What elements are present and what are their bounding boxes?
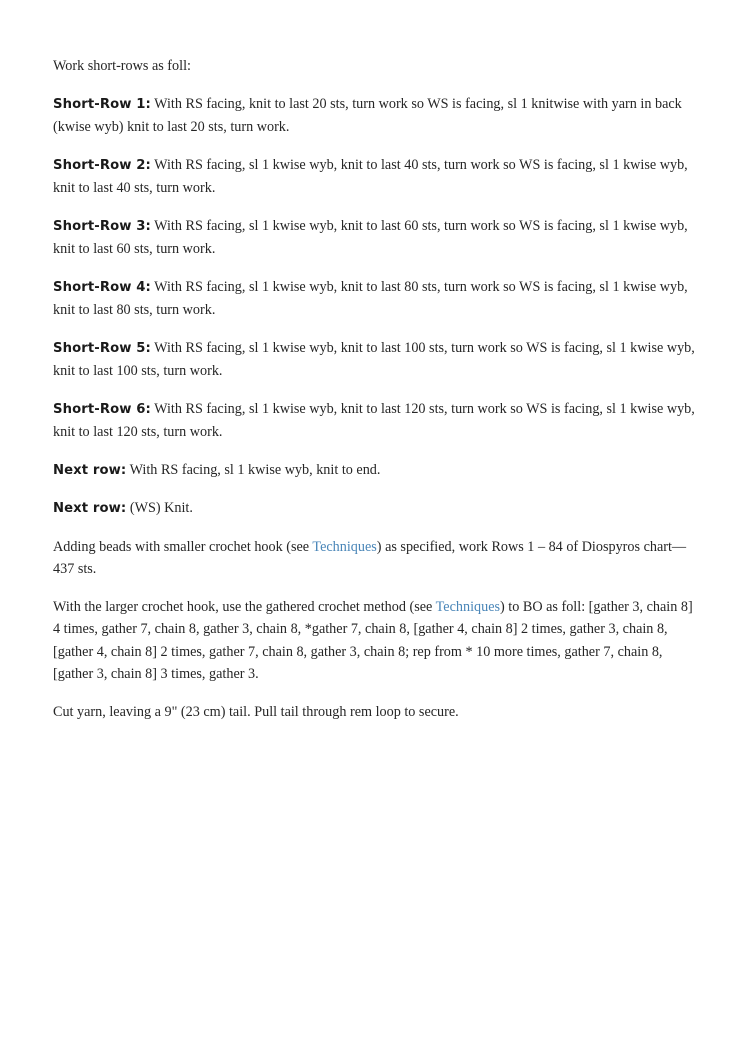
next-row-2-text: (WS) Knit.	[126, 500, 193, 516]
short-row-3-label: Short-Row 3:	[53, 218, 151, 234]
intro-text: Work short-rows as foll:	[53, 58, 191, 74]
short-row-4-text: With RS facing, sl 1 kwise wyb, knit to last 80 sts, turn work so WS is facing, sl 1 kwise wyb, knit to last 80 sts, turn work.	[53, 278, 688, 318]
next-row-2	[53, 497, 698, 521]
short-row-5	[53, 337, 698, 383]
short-row-2-text: With RS facing, sl 1 kwise wyb, knit to last 40 sts, turn work so WS is facing, sl 1 kwise wyb, knit to last 40 sts, turn work.	[53, 156, 688, 196]
short-row-1	[53, 93, 698, 139]
short-row-5-text: With RS facing, sl 1 kwise wyb, knit to last 100 sts, turn work so WS is facing, sl 1 kwise wyb, knit to last 100 sts, turn work.	[53, 339, 695, 379]
short-row-1-label: Short-Row 1:	[53, 96, 151, 112]
finish-paragraph: Cut yarn, leaving a 9" (23 cm) tail. Pull tail through rem loop to secure.	[53, 703, 459, 720]
next-row-1-text: With RS facing, sl 1 kwise wyb, knit to end.	[126, 461, 381, 478]
short-row-6-label: Short-Row 6:	[53, 401, 151, 417]
short-row-6-text: With RS facing, sl 1 kwise wyb, knit to last 120 sts, turn work so WS is facing, sl 1 kwise wyb, knit to last 120 sts, turn work.	[53, 400, 695, 440]
techniques-link[interactable]: Techniques	[312, 538, 377, 555]
bind-off-text-before: With the larger crochet hook, use the gathered crochet method (see	[53, 598, 436, 615]
short-row-3	[53, 215, 698, 261]
next-row-1	[53, 459, 698, 483]
short-row-2-label: Short-Row 2:	[53, 157, 151, 173]
bind-off-paragraph	[53, 596, 698, 686]
short-row-4-label: Short-Row 4:	[53, 279, 151, 295]
next-row-2-label: Next row:	[53, 501, 127, 516]
bind-off-text-after: ) to BO as foll: [gather 3, chain 8] 4 times, gather 7, chain 8, gather 3, chain 8, *gather 7, chain 8, [gather 4, chain 8] 2 times, gather 3, chain 8, [gather 4, chain 8] 2 times, gather 7, chain 8, gather 3, chain 8; rep from * 10 more times, gather 7, chain 8, [gather 3, chain 8] 3 times, gather 3.	[53, 598, 693, 682]
short-row-5-label: Short-Row 5:	[53, 340, 151, 356]
beads-text-after: ) as specified, work Rows 1 – 84 of Diospyros chart—437 sts.	[53, 538, 687, 577]
short-row-3-text: With RS facing, sl 1 kwise wyb, knit to last 60 sts, turn work so WS is facing, sl 1 kwise wyb, knit to last 60 sts, turn work.	[53, 217, 688, 257]
short-row-2	[53, 154, 698, 200]
pattern-instructions	[53, 55, 698, 738]
techniques-link[interactable]: Techniques	[435, 598, 501, 615]
short-row-4	[53, 276, 698, 322]
beads-paragraph	[53, 536, 698, 581]
next-row-1-label: Next row:	[53, 462, 127, 478]
short-row-6	[53, 398, 698, 444]
beads-text-before: Adding beads with smaller crochet hook (see	[53, 538, 313, 555]
short-row-1-text: With RS facing, knit to last 20 sts, turn work so WS is facing, sl 1 knitwise with yarn in back (kwise wyb) knit to last 20 sts, turn work.	[53, 95, 682, 135]
